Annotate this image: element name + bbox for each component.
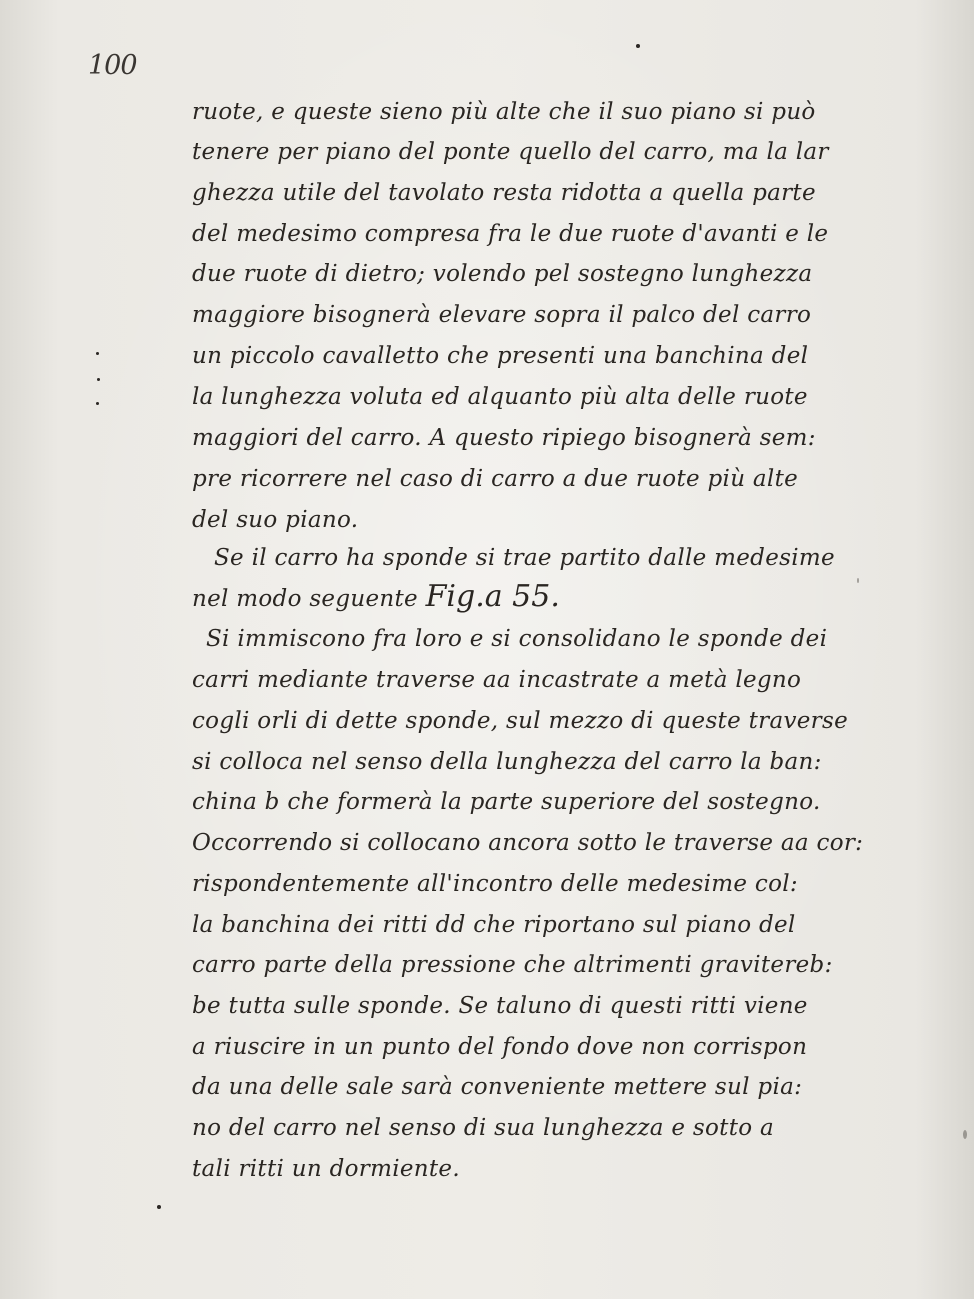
- text-line: Occorrendo si collocano ancora sotto le traverse aa cor:: [192, 830, 864, 856]
- margin-dot: [96, 402, 99, 405]
- text-line: ruote, e queste sieno più alte che il suo piano si può: [192, 99, 816, 125]
- text-line: tenere per piano del ponte quello del carro, ma la lar: [192, 139, 829, 165]
- text-line: no del carro nel senso di sua lunghezza e sotto a: [192, 1115, 775, 1141]
- margin-dot: [97, 378, 100, 381]
- text-line: del medesimo compresa fra le due ruote d'avanti e le: [192, 221, 829, 247]
- paper-speck: [857, 578, 859, 583]
- text-line: carro parte della pressione che altrimenti gravitereb:: [192, 952, 833, 978]
- text-line: rispondentemente all'incontro delle medesime col:: [192, 871, 798, 897]
- text-line: da una delle sale sarà conveniente mettere sul pia:: [192, 1074, 803, 1100]
- text-line: be tutta sulle sponde. Se taluno di questi ritti viene: [192, 993, 808, 1019]
- text-line: maggiore bisognerà elevare sopra il palco del carro: [192, 302, 812, 328]
- ink-speck: [157, 1205, 161, 1209]
- text-line: del suo piano.: [192, 507, 359, 533]
- text-line: la banchina dei ritti dd che riportano sul piano del: [192, 912, 796, 938]
- text-line: pre ricorrere nel caso di carro a due ruote più alte: [192, 466, 799, 492]
- text-line: china b che formerà la parte superiore del sostegno.: [192, 789, 821, 815]
- text-line-with-figure: [192, 577, 560, 619]
- paper-speck: [963, 1130, 967, 1139]
- text-fragment: nel modo seguente: [192, 586, 418, 612]
- text-line: due ruote di dietro; volendo pel sostegno lunghezza: [192, 261, 813, 287]
- text-line: un piccolo cavalletto che presenti una banchina del: [192, 343, 809, 369]
- ink-speck: [636, 44, 640, 48]
- text-line: cogli orli di dette sponde, sul mezzo di queste traverse: [192, 708, 848, 734]
- text-line: tali ritti un dormiente.: [192, 1156, 460, 1182]
- text-line: ghezza utile del tavolato resta ridotta a quella parte: [192, 180, 816, 206]
- margin-dot: [96, 352, 99, 355]
- text-line: maggiori del carro. A questo ripiego bisognerà sem:: [192, 425, 816, 451]
- page-number: 100: [88, 50, 137, 81]
- text-line: si colloca nel senso della lunghezza del carro la ban:: [192, 749, 822, 775]
- text-line: a riuscire in un punto del fondo dove non corrispon: [192, 1034, 808, 1060]
- paragraph-start-line: Si immiscono fra loro e si consolidano le sponde dei: [206, 626, 828, 652]
- paragraph-start-line: Se il carro ha sponde si trae partito dalle medesime: [214, 545, 835, 571]
- text-line: carri mediante traverse aa incastrate a metà legno: [192, 667, 802, 693]
- text-line: la lunghezza voluta ed alquanto più alta delle ruote: [192, 384, 808, 410]
- figure-reference: Fig.a 55.: [425, 579, 560, 614]
